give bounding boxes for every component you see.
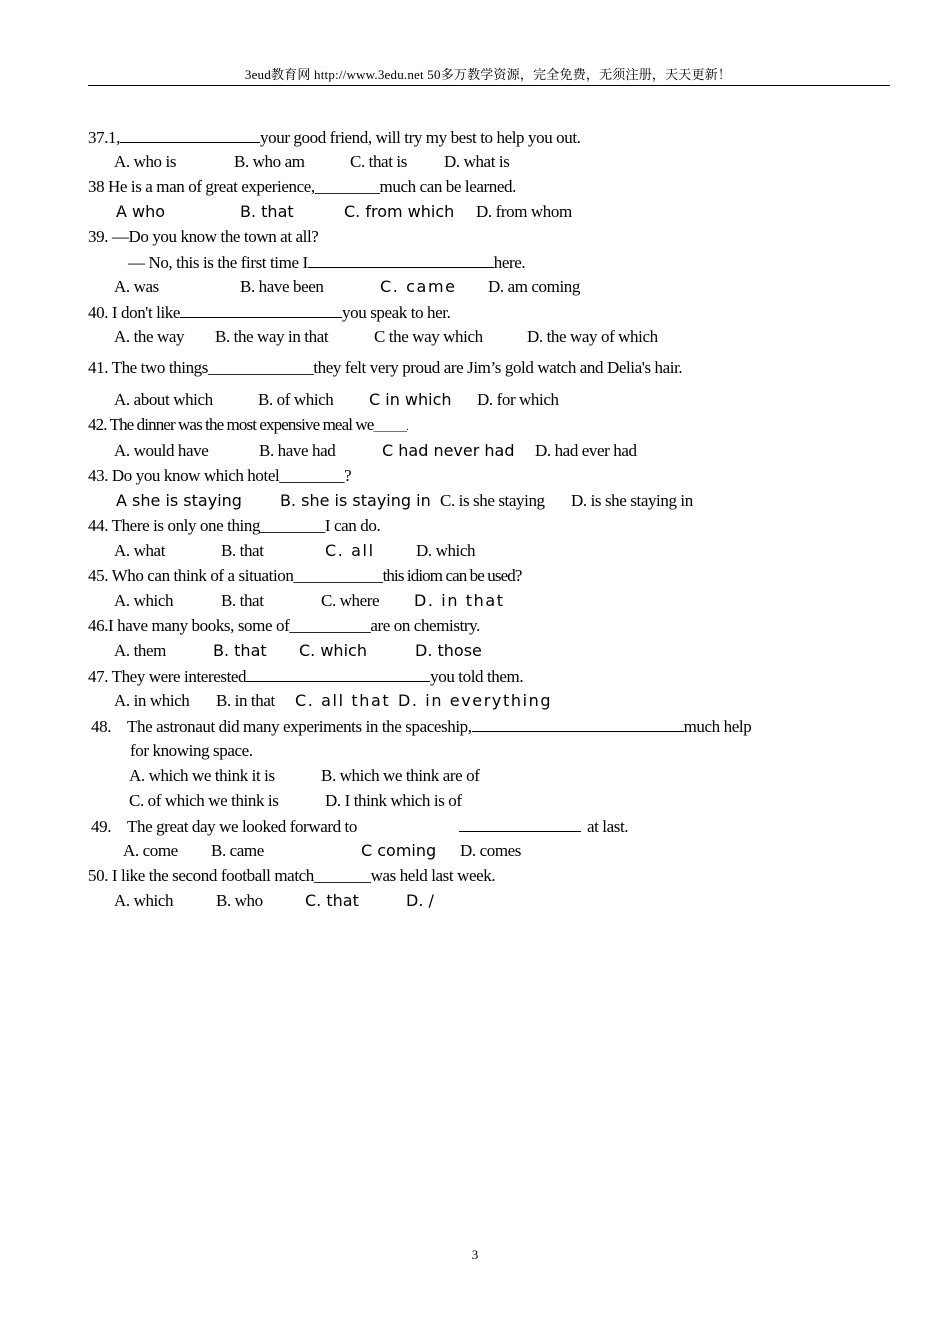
question-48-stem: 48. The astronaut did many experiments in the spaceship, much help [91,717,752,736]
option-c: C. of which we think is [129,791,279,810]
option-b: B. the way in that [215,327,329,346]
option-c: C. where [321,591,380,610]
option-b: B. have been [240,277,324,296]
option-d: D. I think which is of [325,791,462,810]
option-b: B. that [221,591,264,610]
option-c: C. which [299,641,367,660]
page-header: 3eud教育网 http://www.3edu.net 50多万教学资源，完全免费，无须注册，天天更新！ [244,67,732,82]
option-a: A. them [114,641,166,660]
option-d: D. which [416,541,476,560]
option-b: B. who [216,891,263,910]
option-c: C coming [361,841,437,860]
question-43-stem: 43. Do you know which hotel________? [88,466,352,485]
option-c: C. all [325,541,375,560]
answer-blank [120,126,260,143]
question-41-stem: 41. The two things_____________they felt very proud are Jim’s gold watch and Delia's hair. [88,358,683,377]
option-c: C. came [380,277,457,296]
option-d: D. am coming [488,277,580,296]
option-d: D. comes [460,841,522,860]
option-b: B. of which [258,390,334,409]
option-a: A. in which [114,691,190,710]
option-c: C. is she staying [440,491,545,510]
option-d: D. what is [444,152,510,171]
option-a: A. the way [114,327,185,346]
header-divider [88,85,890,86]
question-42-stem: 42. The dinner was the most expensive meal we________. [88,415,408,434]
option-a: A. which [114,891,174,910]
answer-blank [459,815,581,832]
option-a: A. who is [114,152,177,171]
option-c: C. all that [295,691,391,710]
question-40-stem: 40. I don't like you speak to her. [88,303,451,322]
option-b: B. which we think are of [321,766,480,785]
question-46-stem: 46.I have many books, some of__________are on chemistry. [88,616,480,635]
option-d: D. in that [414,591,505,610]
option-a: A. what [114,541,166,560]
option-d: D. / [406,891,434,910]
question-50-stem: 50. I like the second football match_______was held last week. [88,866,496,885]
option-b: B. that [213,641,267,660]
option-a: A. was [114,277,159,296]
option-c: C. that [305,891,359,910]
option-b: B. have had [259,441,336,460]
option-b: B. she is staying in [280,491,431,510]
option-d: D. those [415,641,482,660]
question-48-stem-continued: for knowing space. [130,741,253,760]
option-c: C had never had [382,441,515,460]
question-49-stem: 49. The great day we looked forward to at last. [91,817,629,836]
answer-blank [308,251,494,268]
option-c: C the way which [374,327,483,346]
answer-blank [246,665,430,682]
question-45-stem: 45. Who can think of a situation___________this idiom can be used? [88,566,522,585]
option-b: B. who am [234,152,305,171]
option-d: D. for which [477,390,559,409]
option-a: A. about which [114,390,213,409]
option-c: C. from which [344,202,455,221]
answer-blank [180,301,342,318]
answer-blank [472,715,684,732]
page-number: 3 [471,1247,479,1262]
option-b: B. came [211,841,264,860]
option-d: D. is she staying in [571,491,693,510]
option-d: D. the way of which [527,327,658,346]
option-d: D. from whom [476,202,572,221]
option-a: A. come [123,841,178,860]
option-a: A. which [114,591,174,610]
option-a: A she is staying [116,491,242,510]
option-d: D. had ever had [535,441,637,460]
option-a: A. which we think it is [129,766,275,785]
option-b: B. that [240,202,294,221]
question-47-stem: 47. They were interested you told them. [88,667,524,686]
option-a: A who [116,202,166,221]
question-39-stem: 39. —Do you know the town at all? [88,227,319,246]
question-44-stem: 44. There is only one thing________I can do. [88,516,381,535]
option-a: A. would have [114,441,209,460]
option-b: B. that [221,541,264,560]
question-39-reply: — No, this is the first time I here. [128,253,526,272]
question-37-stem: 37.1, your good friend, will try my best to help you out. [88,128,581,147]
option-c: C in which [369,390,452,409]
option-c: C. that is [350,152,407,171]
question-38-stem: 38 He is a man of great experience,________much can be learned. [88,177,516,196]
option-d: D. in everything [398,691,553,710]
option-b: B. in that [216,691,275,710]
